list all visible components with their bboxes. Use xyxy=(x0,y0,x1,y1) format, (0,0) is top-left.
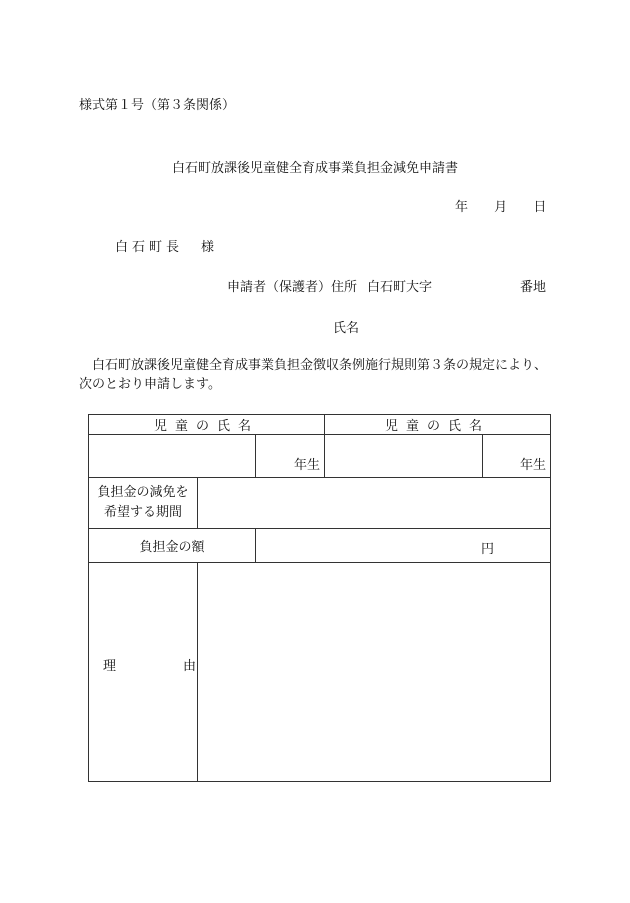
child-name-header-1: 児童の氏名 xyxy=(89,415,325,435)
addressee-honorific: 様 xyxy=(201,240,219,255)
applicant-address: 白石町大字 xyxy=(367,280,433,295)
amount-row xyxy=(89,529,551,563)
reason-label-1: 理 xyxy=(103,659,117,674)
grade-suffix-2: 年生 xyxy=(520,458,547,473)
reason-row xyxy=(89,563,551,782)
child-name-header-row xyxy=(89,415,551,435)
child-name-field-2[interactable] xyxy=(325,435,483,478)
applicant-address-line xyxy=(227,276,547,295)
document-title: 白石町放課後児童健全育成事業負担金減免申請書 xyxy=(171,161,458,176)
child-name-header-2: 児童の氏名 xyxy=(325,415,551,435)
addressee-name: 白石町長 xyxy=(115,240,184,255)
addressee xyxy=(115,236,218,255)
period-label-line1: 負担金の減免を xyxy=(97,485,189,500)
reason-label-2: 由 xyxy=(183,659,197,674)
date-day-label: 日 xyxy=(533,200,547,215)
date-line xyxy=(455,196,546,215)
form-number: 様式第１号（第３条関係） xyxy=(79,98,236,113)
amount-unit: 円 xyxy=(481,542,495,557)
applicant-banchi: 番地 xyxy=(520,280,547,295)
child-name-input-row xyxy=(89,435,551,478)
period-label-line2: 希望する期間 xyxy=(103,505,182,520)
date-month-label: 月 xyxy=(494,200,508,215)
grade-field-2[interactable] xyxy=(483,435,551,478)
applicant-label: 申請者（保護者）住所 xyxy=(227,280,358,295)
period-label xyxy=(89,478,198,529)
application-table xyxy=(88,414,551,782)
period-row xyxy=(89,478,551,529)
date-year-label: 年 xyxy=(455,200,469,215)
grade-suffix-1: 年生 xyxy=(294,458,321,473)
amount-label: 負担金の額 xyxy=(89,529,256,563)
reason-field[interactable] xyxy=(198,563,551,782)
applicant-name-label: 氏名 xyxy=(333,321,360,336)
amount-field[interactable] xyxy=(256,529,551,563)
child-name-field-1[interactable] xyxy=(89,435,256,478)
period-field[interactable] xyxy=(198,478,551,529)
application-statement: 白石町放課後児童健全育成事業負担金徴収条例施行規則第３条の規定により、次のとおり申請します。 xyxy=(79,358,548,392)
reason-label xyxy=(89,563,198,782)
grade-field-1[interactable] xyxy=(256,435,325,478)
